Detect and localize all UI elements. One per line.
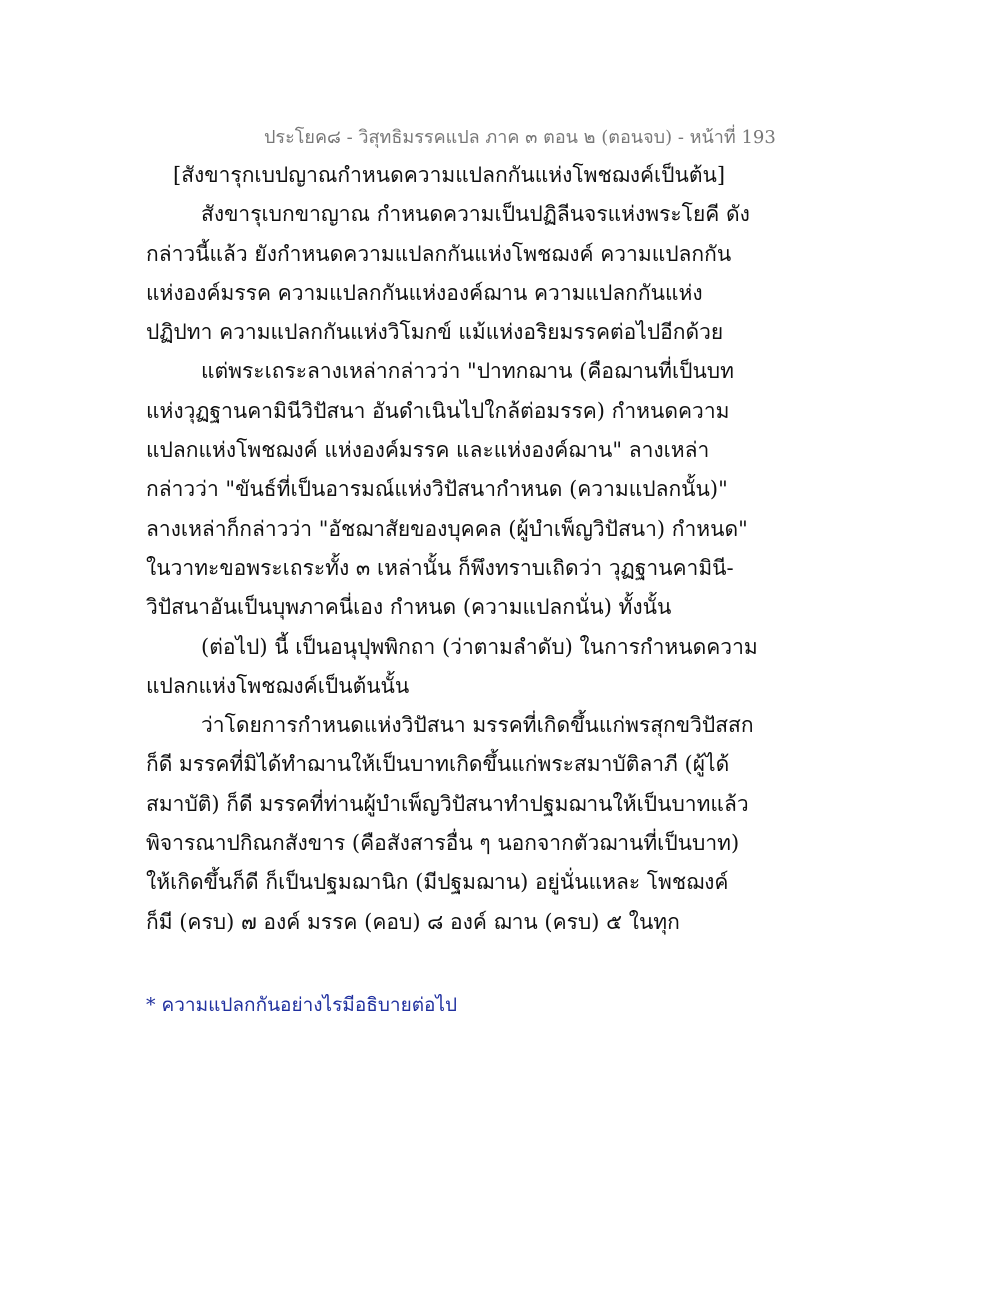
text-line: ปฏิปทา ความแปลกกันแห่งวิโมกข์ แม้แห่งอริยมรรคต่อไปอีกด้วย: [146, 320, 724, 345]
text-line: (ต่อไป) นี้ เป็นอนุปุพพิกถา (ว่าตามลำดับ) ในการกำหนดความ: [201, 634, 758, 659]
text-line: แต่พระเถระลางเหล่ากล่าวว่า "ปาทกฌาน (คือฌานที่เป็นบท: [201, 359, 734, 384]
text-line: ให้เกิดขึ้นก็ดี ก็เป็นปฐมฌานิก (มีปฐมฌาน) อยู่นั่นแหละ โพชฌงค์: [146, 870, 729, 895]
text-line: พิจารณาปกิณกสังขาร (คือสังสารอื่น ๆ นอกจากตัวฌานที่เป็นบาท): [146, 831, 740, 856]
text-line: สมาบัติ) ก็ดี มรรคที่ท่านผู้บำเพ็ญวิปัสนาทำปฐมฌานให้เป็นบาทแล้ว: [146, 791, 749, 816]
text-line: กล่าวนี้แล้ว ยังกำหนดความแปลกกันแห่งโพชฌงค์ ความแปลกกัน: [146, 241, 732, 266]
text-line: ว่าโดยการกำหนดแห่งวิปัสนา มรรคที่เกิดขึ้นแก่พรสุกขวิปัสสก: [201, 713, 754, 738]
running-header: ประโยค๘ - วิสุทธิมรรคแปล ภาค ๓ ตอน ๒ (ตอนจบ) - หน้าที่ 193: [264, 127, 776, 148]
text-line: สังขารุเบกขาญาณ กำหนดความเป็นปฏิลีนจรแห่งพระโยคี ดัง: [201, 202, 750, 227]
text-line: แปลกแห่งโพชฌงค์เป็นต้นนั้น: [146, 673, 410, 698]
text-line: ก็ดี มรรคที่มิได้ทำฌานให้เป็นบาทเกิดขึ้นแก่พระสมาบัติลาภี (ผู้ได้: [146, 752, 730, 777]
text-line: ลางเหล่าก็กล่าวว่า "อัชฌาสัยของบุคคล (ผู้บำเพ็ญวิปัสนา) กำหนด": [146, 516, 748, 541]
text-line: ก็มี (ครบ) ๗ องค์ มรรค (คอบ) ๘ องค์ ฌาน (ครบ) ๕ ในทุก: [146, 909, 680, 934]
footnote: * ความแปลกกันอย่างไรมีอธิบายต่อไป: [146, 994, 458, 1016]
text-line: ในวาทะขอพระเถระทั้ง ๓ เหล่านั้น ก็พึงทราบเถิดว่า วุฏฐานคามินี-: [146, 555, 734, 580]
body-text: [146, 156, 866, 942]
text-line: กล่าวว่า "ขันธ์ที่เป็นอารมณ์แห่งวิปัสนากำหนด (ความแปลกนั้น)": [146, 477, 728, 502]
section-heading: [สังขารุกเบปญาณกำหนดความแปลกกันแห่งโพชฌงค์เป็นต้น]: [173, 163, 726, 187]
text-line: วิปัสนาอันเป็นบุพภาคนี่เอง กำหนด (ความแปลกนั่น) ทั้งนั้น: [146, 595, 672, 620]
text-line: แห่งองค์มรรค ความแปลกกันแห่งองค์ฌาน ความแปลกกันแห่ง: [146, 280, 703, 305]
text-line: แปลกแห่งโพชฌงค์ แห่งองค์มรรค และแห่งองค์ฌาน" ลางเหล่า: [146, 438, 710, 463]
text-line: แห่งวุฏฐานคามินีวิปัสนา อันดำเนินไปใกล้ต่อมรรค) กำหนดความ: [146, 398, 730, 423]
